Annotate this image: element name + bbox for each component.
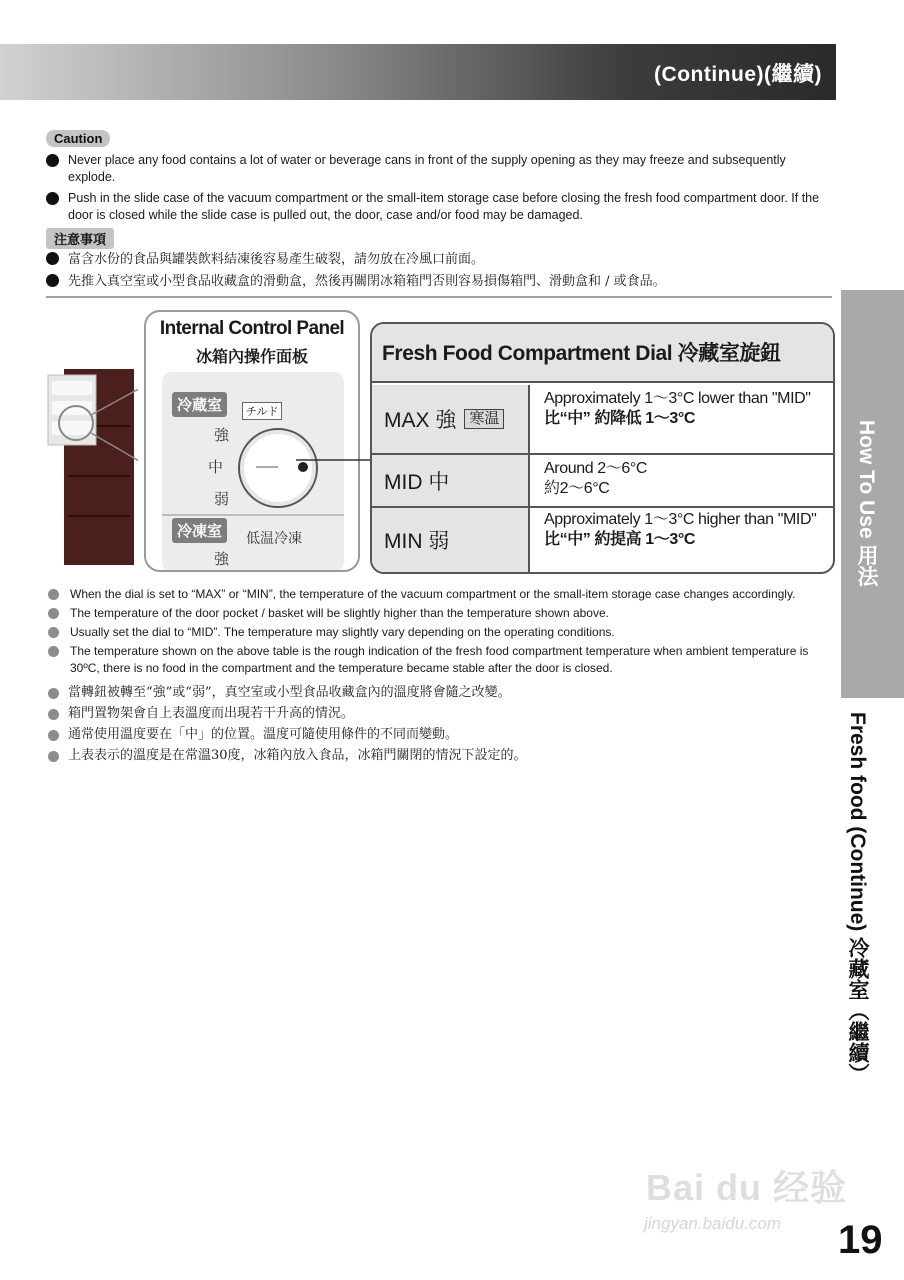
caution-item: Push in the slide case of the vacuum compartment or the small-item storage case before closing the fresh food compartment door. If the door is closed while the slide case is pulled out, the door, case and/or food may be damaged.	[46, 190, 836, 224]
caution-label: Caution	[46, 130, 110, 148]
section-divider	[46, 296, 832, 298]
refrigerator-illustration	[46, 365, 138, 565]
notes-en-list	[48, 586, 838, 679]
side-tab-how-to-use[interactable]	[841, 290, 904, 698]
callout-leader-line	[226, 450, 376, 510]
note-item: The temperature of the door pocket / basket will be slightly higher than the temperature shown above.	[48, 605, 838, 622]
caution-item: Never place any food contains a lot of water or beverage cans in front of the supply opening as they may freeze and subsequently explode.	[46, 152, 836, 186]
note-cn-item: 箱門置物架會自上表溫度而出現若干升高的情況。	[48, 705, 838, 723]
page-number: 19	[838, 1218, 883, 1262]
freezer-zone-tag: 冷凍室	[172, 518, 227, 543]
note-cn-item: 當轉鈕被轉至“強”或“弱”，真空室或小型食品收藏盒內的溫度將會隨之改變。	[48, 684, 838, 702]
caution-list	[46, 152, 836, 227]
setting-cell: MAX 強 寒温	[372, 385, 530, 453]
caution-cn-label: 注意事項	[46, 228, 114, 249]
table-title: Fresh Food Compartment Dial 冷藏室旋鈕	[372, 324, 833, 383]
note-cn-item: 通常使用溫度要在「中」的位置。溫度可隨使用條件的不同而變動。	[48, 726, 838, 744]
header-banner	[0, 44, 836, 100]
chilled-badge: 寒温	[464, 409, 504, 429]
panel-title-cn: 冰箱內操作面板	[195, 349, 308, 366]
notes-cn-list	[48, 684, 838, 768]
table-row	[372, 455, 833, 506]
dial-label-strong: 強	[214, 427, 230, 444]
dial-label-mid: 中	[208, 459, 224, 476]
note-cn-item: 上表表示的溫度是在常溫30度，冰箱內放入食品，冰箱門關閉的情況下設定的。	[48, 747, 838, 765]
watermark-site: jingyan.baidu.com	[644, 1214, 782, 1233]
chilled-label: チルド	[242, 402, 282, 420]
side-tab-how-to-use-label: How To Use 用法	[855, 420, 878, 587]
header-title: (Continue)(繼續)	[654, 63, 822, 86]
table-row	[372, 385, 833, 453]
dial-label-weak: 弱	[214, 491, 230, 508]
desc-cell: Around 2～6°C 約2～6°C	[544, 460, 647, 497]
desc-cell: Approximately 1～3°C higher than "MID" 比“中” 約提高 1～3°C	[544, 511, 817, 548]
side-tab-section-label: Fresh food (Continue) 冷藏室（繼續）	[846, 712, 869, 1085]
setting-cell: MIN 弱	[372, 508, 530, 572]
setting-cell: MID 中	[372, 455, 530, 506]
note-item: Usually set the dial to “MID”. The temperature may slightly vary depending on the operating conditions.	[48, 624, 838, 641]
fridge-zone-tag: 冷蔵室	[172, 392, 227, 417]
control-panel-callout	[144, 310, 360, 572]
table-row	[372, 508, 833, 572]
panel-title-en: Internal Control Panel	[159, 318, 345, 339]
watermark-logo: Bai du 经验	[646, 1167, 848, 1208]
note-item: The temperature shown on the above table is the rough indication of the fresh food compartment temperature when ambient temperature is 30ºC, there is no food in the compartment and the temperature became stable after the door is closed.	[48, 643, 810, 677]
caution-cn-item: 先推入真空室或小型食品收藏盒的滑動盒，然後再關閉冰箱箱門否則容易損傷箱門、滑動盒和 / 或食品。	[46, 272, 836, 291]
caution-cn-item: 富含水份的食品與罐裝飲料結凍後容易產生破裂，請勿放在冷風口前面。	[46, 250, 836, 269]
freezer-strong-label: 強	[214, 551, 230, 568]
caution-cn-list	[46, 250, 836, 294]
dial-settings-table	[370, 322, 835, 574]
desc-cell: Approximately 1～3°C lower than "MID" 比“中” 約降低 1～3°C	[544, 390, 811, 427]
freezer-low-label: 低温冷凍	[246, 530, 302, 546]
note-item: When the dial is set to “MAX” or “MIN”, the temperature of the vacuum compartment or the small-item storage case changes accordingly.	[48, 586, 838, 603]
